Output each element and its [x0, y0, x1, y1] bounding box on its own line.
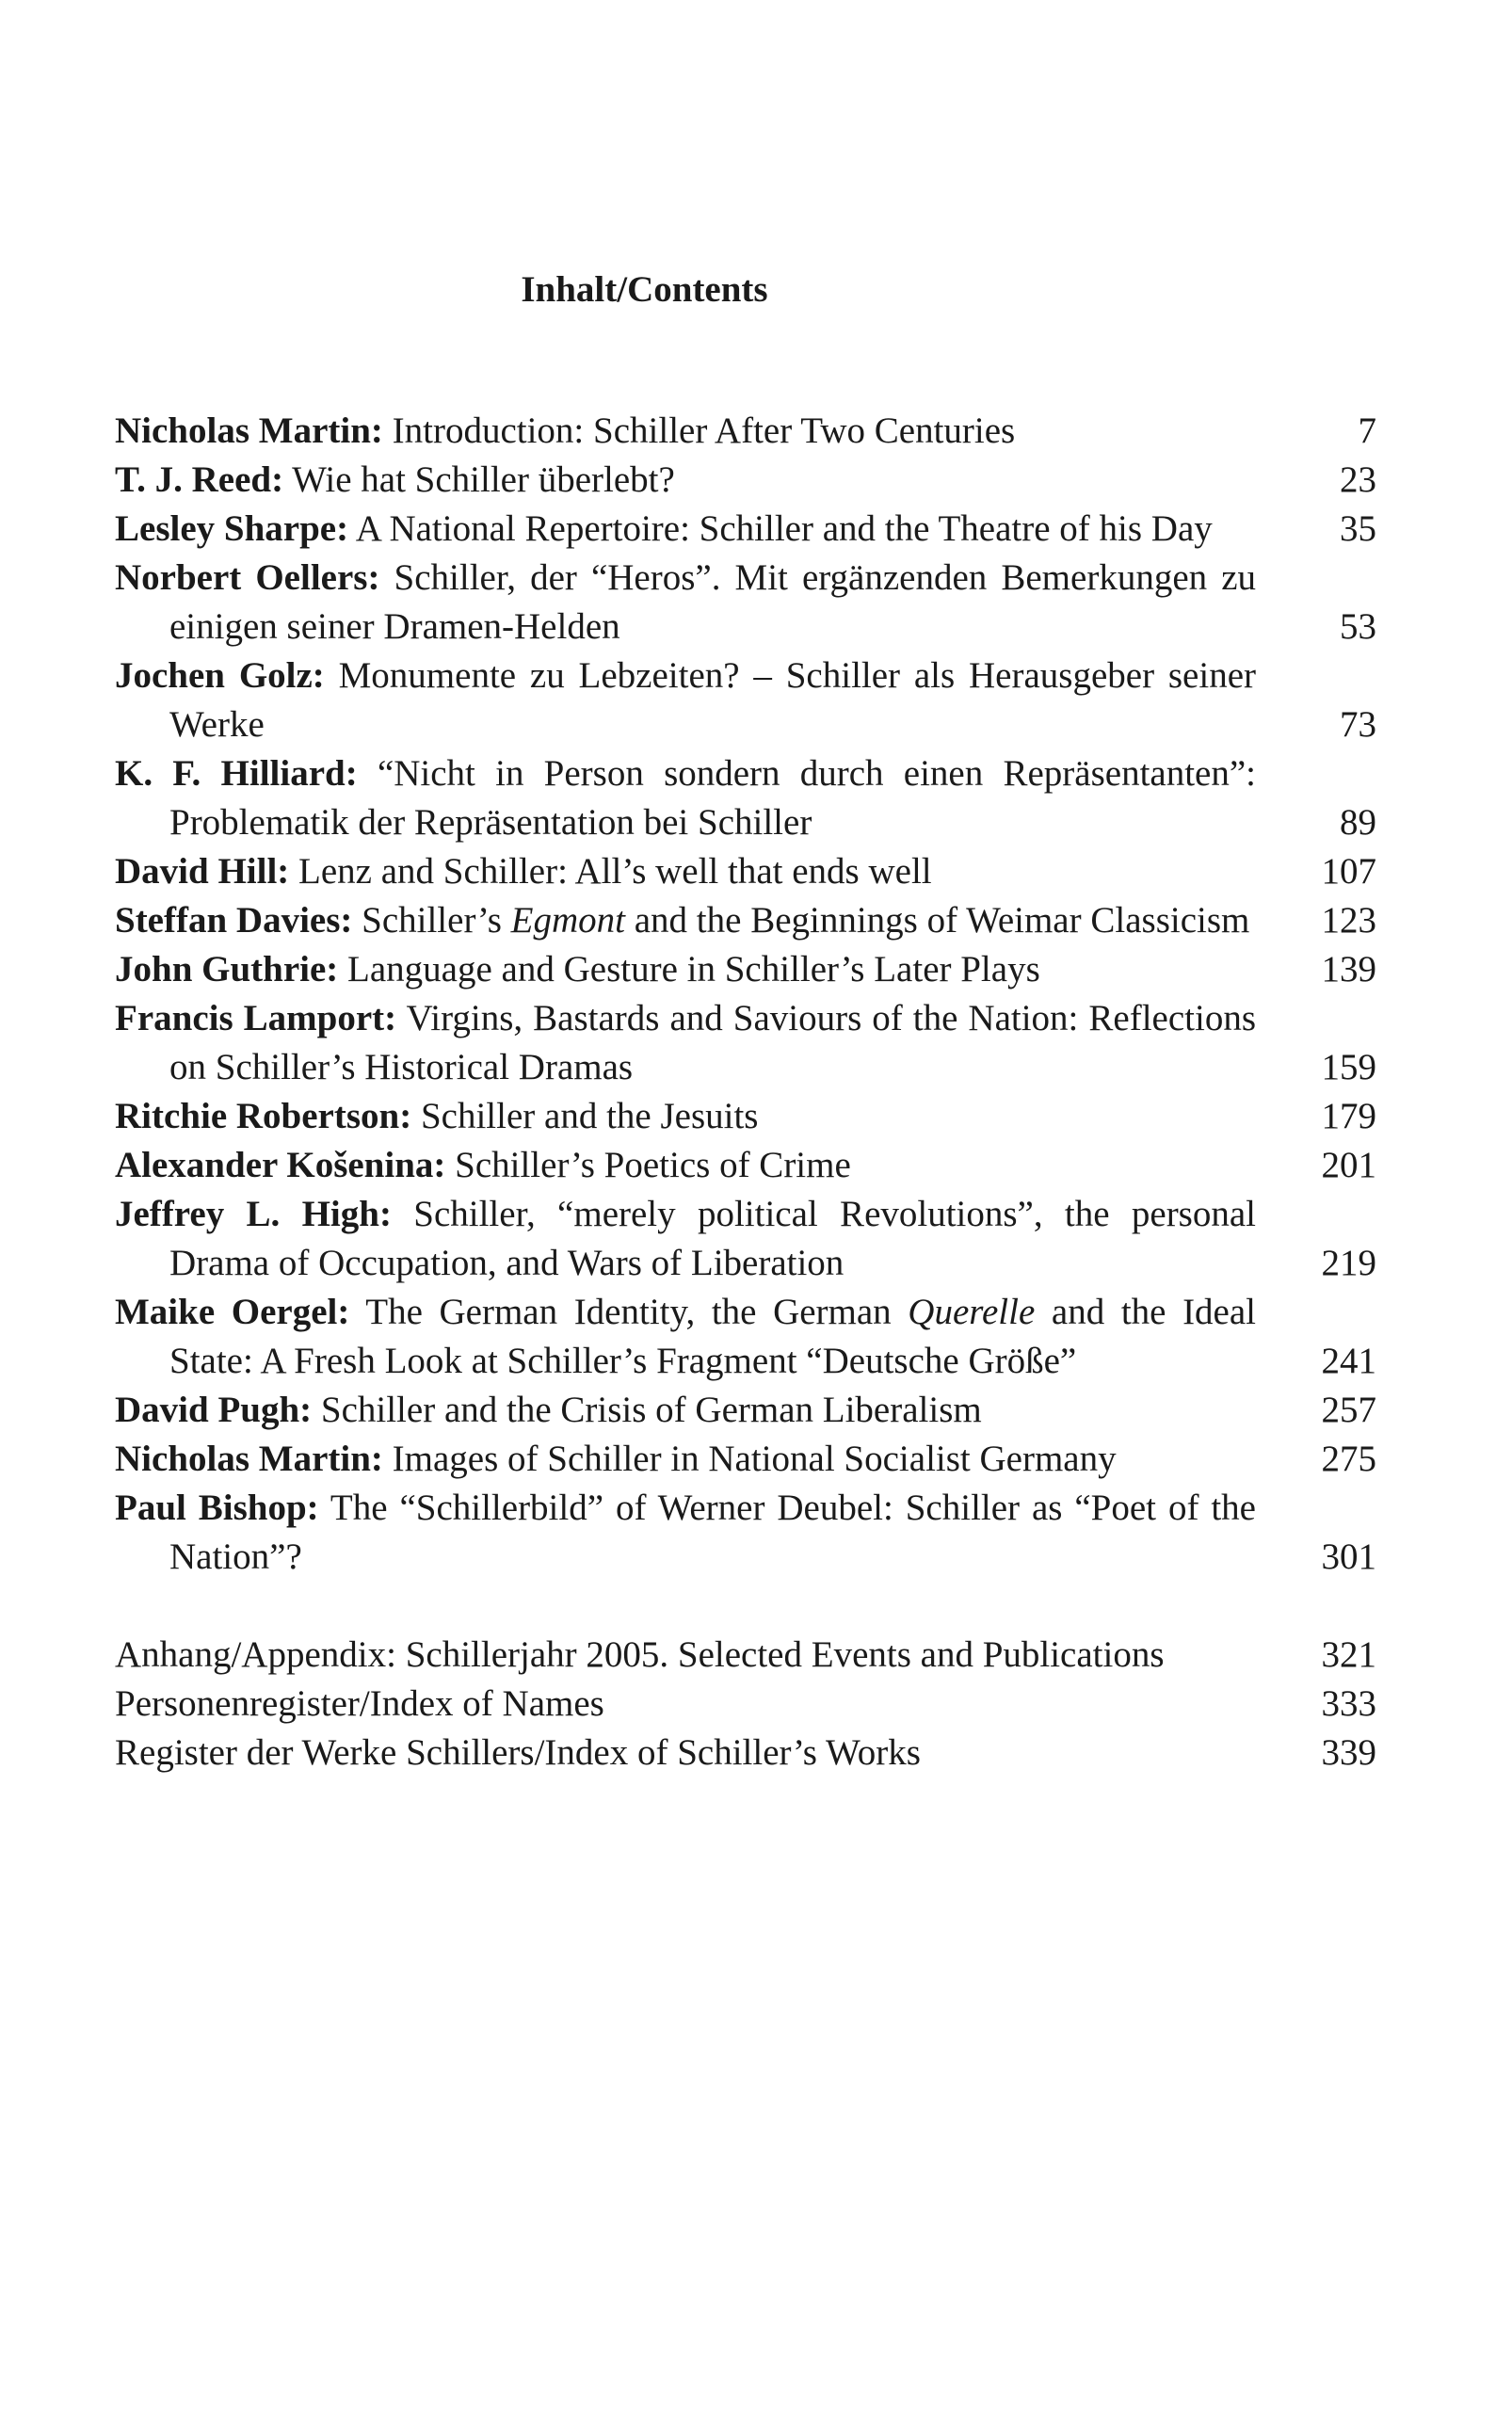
entry-title: Schiller, der “Heros”. Mit ergänzenden Bemerkungen zu einigen seiner Dramen-Helden — [169, 557, 1257, 647]
entry-text — [115, 1092, 1256, 1141]
entry-page-number: 257 — [1321, 1390, 1376, 1430]
entry-text — [115, 749, 1256, 847]
toc-entry — [115, 945, 1376, 994]
entry-author: Paul Bishop: — [115, 1488, 319, 1528]
appendix-page-number: 339 — [1321, 1732, 1376, 1773]
entry-page-number: 7 — [1358, 410, 1376, 451]
appendix-entry — [115, 1631, 1376, 1680]
entry-text — [115, 1386, 1256, 1435]
entry-text — [115, 1141, 1256, 1190]
entry-title: The “Schillerbild” of Werner Deubel: Schiller as “Poet of the Nation”? — [169, 1488, 1256, 1577]
appendix-entry — [115, 1729, 1376, 1778]
toc-entry — [115, 456, 1376, 505]
entry-title: Schiller’s Poetics of Crime — [455, 1145, 851, 1185]
entry-page-number: 73 — [1340, 704, 1376, 745]
entry-page-number: 23 — [1340, 459, 1376, 500]
toc-entry — [115, 994, 1376, 1092]
entry-title: Images of Schiller in National Socialist Germany — [392, 1439, 1117, 1479]
entry-text — [115, 652, 1256, 749]
entry-author: Steffan Davies: — [115, 900, 353, 941]
entry-page-number: 123 — [1321, 900, 1376, 941]
entry-author: K. F. Hilliard: — [115, 753, 358, 794]
toc-entry — [115, 505, 1376, 554]
entry-text — [115, 994, 1256, 1092]
entry-text — [115, 1435, 1256, 1484]
toc-entry — [115, 1092, 1376, 1141]
entry-title: Schiller, “merely political Revolutions”, the personal Drama of Occupation, and Wars of Liberation — [169, 1194, 1257, 1283]
toc-entry — [115, 554, 1376, 652]
entry-page-number: 201 — [1321, 1145, 1376, 1185]
entry-author: Maike Oergel: — [115, 1292, 350, 1332]
entry-text — [115, 456, 1256, 505]
entry-title: Schiller and the Crisis of German Liberalism — [320, 1390, 982, 1430]
entry-text — [115, 945, 1256, 994]
toc-entry — [115, 407, 1376, 456]
entry-title: Lenz and Schiller: All’s well that ends well — [298, 851, 932, 892]
entry-text — [115, 896, 1256, 945]
appendix-page-number: 333 — [1321, 1683, 1376, 1724]
entry-author: David Hill: — [115, 851, 290, 892]
toc-entry — [115, 1386, 1376, 1435]
appendix-page-number: 321 — [1321, 1634, 1376, 1675]
entry-page-number: 53 — [1340, 606, 1376, 647]
toc-list — [115, 407, 1376, 1778]
entry-author: Lesley Sharpe: — [115, 508, 349, 549]
entry-title: Language and Gesture in Schiller’s Later Plays — [347, 949, 1040, 989]
entry-page-number: 301 — [1321, 1536, 1376, 1577]
appendix-entry — [115, 1680, 1376, 1729]
toc-entry — [115, 749, 1376, 847]
toc-entry — [115, 1484, 1376, 1582]
toc-entry — [115, 652, 1376, 749]
entry-author: T. J. Reed: — [115, 459, 284, 500]
appendix-title: Register der Werke Schillers/Index of Schiller’s Works — [115, 1732, 921, 1773]
toc-entry — [115, 1190, 1376, 1288]
entry-title-italic: Egmont — [510, 900, 625, 941]
entry-title-before: Schiller’s — [362, 900, 511, 941]
entry-text — [115, 1190, 1256, 1288]
section-gap — [115, 1582, 1376, 1631]
entry-author: Alexander Košenina: — [115, 1145, 446, 1185]
page-title: Inhalt/Contents — [521, 269, 768, 310]
entry-title: Wie hat Schiller überlebt? — [292, 459, 675, 500]
entry-title-italic: Querelle — [908, 1292, 1036, 1332]
entry-author: John Guthrie: — [115, 949, 339, 989]
entry-title-after: and the Beginnings of Weimar Classicism — [624, 900, 1250, 941]
entry-author: David Pugh: — [115, 1390, 313, 1430]
entry-page-number: 35 — [1340, 508, 1376, 549]
entry-author: Jochen Golz: — [115, 655, 325, 696]
entry-page-number: 219 — [1321, 1243, 1376, 1283]
entry-text — [115, 505, 1256, 554]
appendix-title: Anhang/Appendix: Schillerjahr 2005. Selected Events and Publications — [115, 1634, 1165, 1675]
entry-title: Introduction: Schiller After Two Centuries — [392, 410, 1016, 451]
entry-page-number: 179 — [1321, 1096, 1376, 1136]
toc-entry — [115, 1288, 1376, 1386]
entry-text — [115, 847, 1256, 896]
entry-title-after: and the Ideal State: A Fresh Look at Schiller’s Fragment “Deutsche Größe” — [169, 1292, 1257, 1381]
toc-entry — [115, 1435, 1376, 1484]
entry-page-number: 89 — [1340, 802, 1376, 843]
entry-author: Jeffrey L. High: — [115, 1194, 392, 1234]
entry-title: Virgins, Bastards and Saviours of the Nation: Reflections on Schiller’s Historical Dramas — [169, 998, 1257, 1087]
entry-text — [115, 554, 1256, 652]
entry-title: Monumente zu Lebzeiten? – Schiller als Herausgeber seiner Werke — [169, 655, 1256, 745]
toc-entry — [115, 1141, 1376, 1190]
entry-author: Norbert Oellers: — [115, 557, 380, 598]
entry-author: Nicholas Martin: — [115, 1439, 383, 1479]
entry-author: Nicholas Martin: — [115, 410, 383, 451]
entry-title-before: The German Identity, the German — [365, 1292, 909, 1332]
entry-title: A National Repertoire: Schiller and the Theatre of his Day — [355, 508, 1213, 549]
entry-text — [115, 1288, 1256, 1386]
appendix-title: Personenregister/Index of Names — [115, 1683, 604, 1724]
entry-page-number: 107 — [1321, 851, 1376, 892]
entry-page-number: 275 — [1321, 1439, 1376, 1479]
entry-title: Schiller and the Jesuits — [420, 1096, 759, 1136]
entry-page-number: 241 — [1321, 1341, 1376, 1381]
entry-author: Ritchie Robertson: — [115, 1096, 412, 1136]
entry-text — [115, 407, 1256, 456]
entry-page-number: 139 — [1321, 949, 1376, 989]
entry-page-number: 159 — [1321, 1047, 1376, 1087]
entry-title: “Nicht in Person sondern durch einen Repräsentanten”: Problematik der Repräsentation bei Schiller — [169, 753, 1257, 843]
toc-entry — [115, 847, 1376, 896]
toc-entry — [115, 896, 1376, 945]
entry-text — [115, 1484, 1256, 1582]
entry-author: Francis Lamport: — [115, 998, 397, 1038]
